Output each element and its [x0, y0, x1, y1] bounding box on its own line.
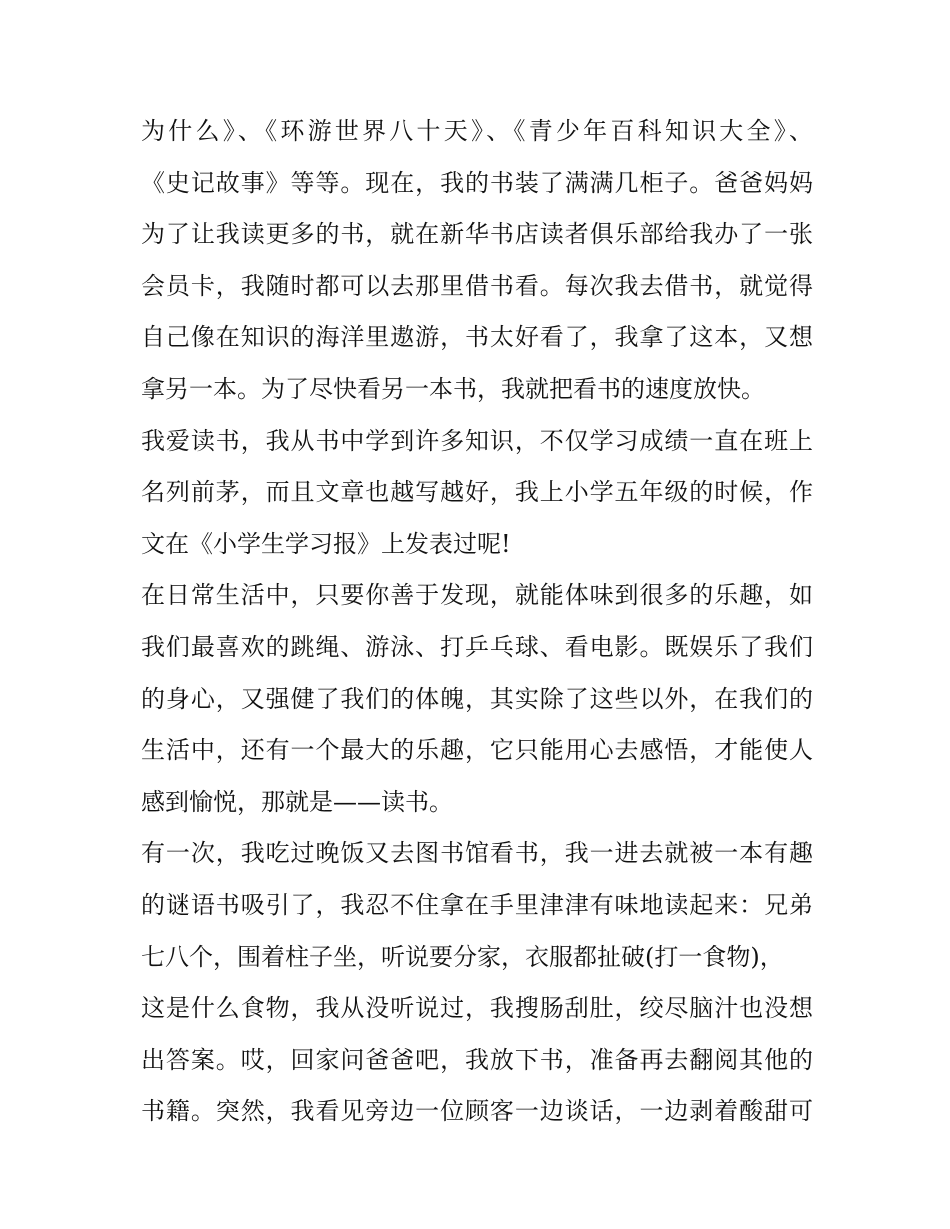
text-line: 生活中，还有一个最大的乐趣，它只能用心去感悟，才能使人: [141, 736, 813, 765]
text-line: 书籍。突然，我看见旁边一位顾客一边谈话，一边剥着酸甜可: [141, 1097, 813, 1126]
text-line: 为了让我读更多的书，就在新华书店读者俱乐部给我办了一张: [141, 220, 813, 249]
text-line: 的身心，又强健了我们的体魄，其实除了这些以外，在我们的: [141, 684, 813, 713]
text-line: 感到愉悦，那就是——读书。: [141, 787, 453, 816]
text-line: 会员卡，我随时都可以去那里借书看。每次我去借书，就觉得: [141, 271, 813, 300]
text-line: 的谜语书吸引了，我忍不住拿在手里津津有味地读起来：兄弟: [141, 890, 813, 919]
text-line: 自己像在知识的海洋里遨游，书太好看了，我拿了这本，又想: [141, 323, 813, 352]
text-line: 有一次，我吃过晚饭又去图书馆看书，我一进去就被一本有趣: [141, 839, 813, 868]
text-line: 七八个，围着柱子坐，听说要分家，衣服都扯破(打一食物)，: [141, 942, 784, 971]
text-line: 为什么》、《环游世界八十天》、《青少年百科知识大全》、: [141, 117, 813, 145]
text-line: 我们最喜欢的跳绳、游泳、打乒乓球、看电影。既娱乐了我们: [141, 632, 813, 661]
text-line: 文在《小学生学习报》上发表过呢!: [141, 529, 511, 558]
text-line: 拿另一本。为了尽快看另一本书，我就把看书的速度放快。: [141, 374, 765, 403]
text-line: 《史记故事》等等。现在，我的书装了满满几柜子。爸爸妈妈: [141, 168, 813, 197]
text-line: 这是什么食物，我从没听说过，我搜肠刮肚，绞尽脑汁也没想: [141, 994, 813, 1023]
text-line: 我爱读书，我从书中学到许多知识，不仅学习成绩一直在班上: [141, 426, 813, 455]
text-line: 名列前茅，而且文章也越写越好，我上小学五年级的时候，作: [141, 478, 813, 507]
text-line: 出答案。哎，回家问爸爸吧，我放下书，准备再去翻阅其他的: [141, 1045, 813, 1074]
body-text: [141, 106, 813, 1138]
text-line: 在日常生活中，只要你善于发现，就能体味到很多的乐趣，如: [141, 581, 813, 610]
